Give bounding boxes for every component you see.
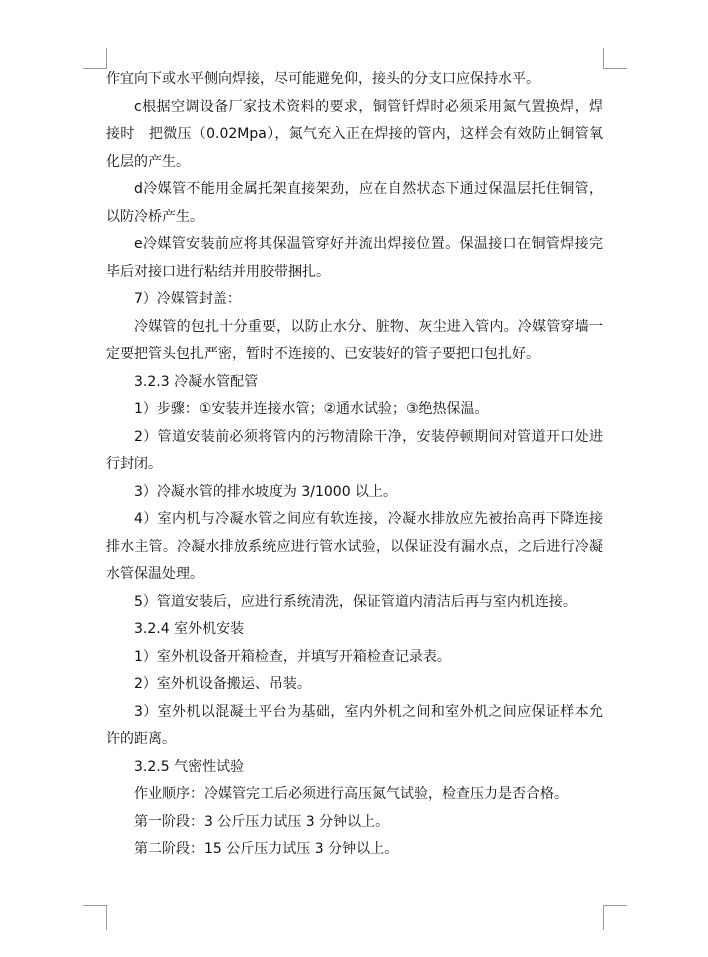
corner-mark-bottom-left	[83, 905, 107, 930]
paragraph: 第二阶段：15 公斤压力试压 3 分钟以上。	[134, 841, 399, 857]
corner-mark-top-left	[83, 48, 107, 69]
paragraph: 作业顺序：冷媒管完工后必须进行高压氮气试验，检查压力是否合格。	[134, 786, 568, 802]
corner-mark-bottom-right	[603, 905, 627, 930]
list-item: 3）室外机以混凝土平台为基础，室内外机之间和室外机之间应保证样本允许的距离。	[106, 703, 603, 747]
paragraph: d冷媒管不能用金属托架直接架劲，应在自然状态下通过保温层托住铜管，以防冷桥产生。	[106, 181, 603, 225]
paragraph: 冷媒管的包扎十分重要，以防止水分、脏物、灰尘进入管内。冷媒管穿墙一定要把管头包扎严密，暂时不连接的、已安装好的管子要把口包扎好。	[106, 318, 603, 362]
corner-mark-top-right	[603, 48, 627, 69]
section-heading: 3.2.5 气密性试验	[134, 758, 245, 775]
paragraph: c根据空调设备厂家技术资料的要求，铜管钎焊时必须采用氮气置换焊，焊接时 把微压（0.02Mpa），氮气充入正在焊接的管内，这样会有效防止铜管氧化层的产生。	[106, 98, 603, 170]
list-item: 1）步骤：①安装并连接水管；②通水试验；③绝热保温。	[134, 401, 489, 417]
list-item: 4）室内机与冷凝水管之间应有软连接，冷凝水排放应先被抬高再下降连接排水主管。冷凝水排放系统应进行管水试验，以保证没有漏水点，之后进行冷凝水管保温处理。	[106, 511, 603, 582]
list-heading: 7）冷媒管封盖：	[134, 291, 241, 307]
paragraph: 作宜向下或水平侧向焊接，尽可能避免仰，接头的分支口应保持水平。	[106, 71, 540, 87]
list-item: 2）室外机设备搬运、吊装。	[134, 676, 311, 692]
list-item: 5）管道安装后，应进行系统清洗，保证管道内清洁后再与室内机连接。	[134, 593, 577, 610]
document-body	[106, 66, 603, 864]
paragraph: e冷媒管安装前应将其保温管穿好并流出焊接位置。保温接口在铜管焊接完毕后对接口进行粘结并用胶带捆扎。	[106, 236, 603, 280]
paragraph: 第一阶段：3 公斤压力试压 3 分钟以上。	[134, 813, 390, 830]
list-item: 3）冷凝水管的排水坡度为 3/1000 以上。	[134, 483, 398, 500]
section-heading: 3.2.3 冷凝水管配管	[134, 373, 259, 390]
list-item: 2）管道安装前必须将管内的污物清除干净，安装停顿期间对管道开口处进行封闭。	[106, 428, 603, 472]
list-item: 1）室外机设备开箱检查，并填写开箱检查记录表。	[134, 648, 451, 665]
section-heading: 3.2.4 室外机安装	[134, 621, 245, 637]
